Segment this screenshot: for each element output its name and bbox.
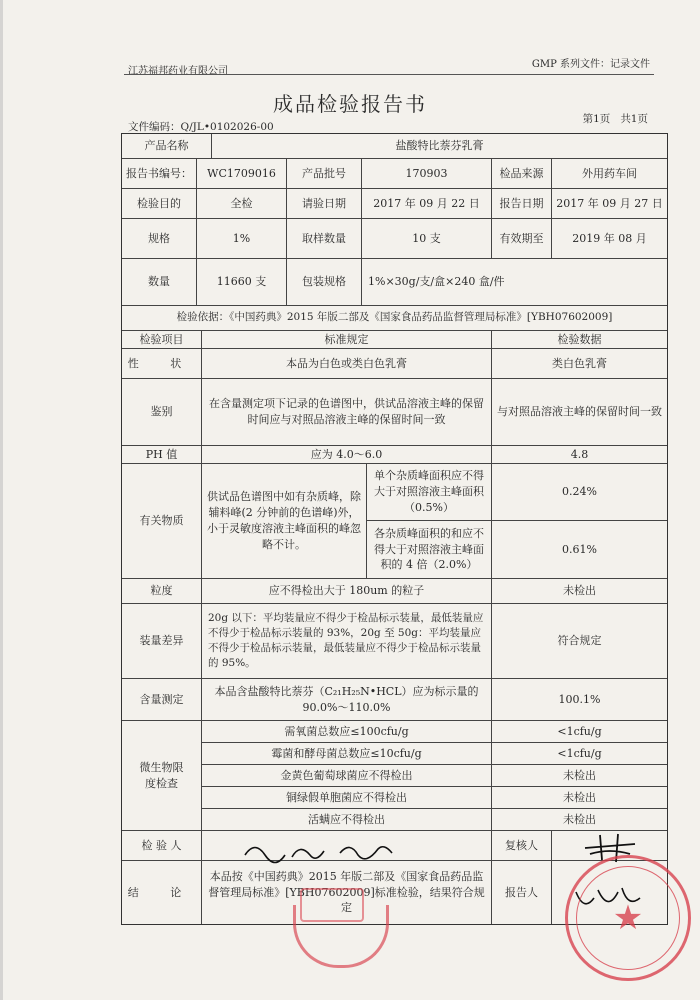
- micro-label: 微生物限度检查: [122, 721, 202, 831]
- ph-standard: 应为 4.0～6.0: [202, 446, 492, 464]
- particle-data: 未检出: [492, 579, 667, 604]
- source: 外用药车间: [552, 159, 667, 189]
- identity-data: 与对照品溶液主峰的保留时间一致: [492, 379, 667, 446]
- header-rule: [124, 74, 654, 75]
- expiry: 2019 年 08 月: [552, 219, 667, 259]
- related-sub-single: 单个杂质峰面积应不得大于对照溶液主峰面积（0.5%）: [367, 464, 492, 521]
- micro-staph-data: 未检出: [492, 765, 667, 787]
- sample: 10 支: [362, 219, 492, 259]
- batch-number: 170903: [362, 159, 492, 189]
- batch-label: 产品批号: [287, 159, 362, 189]
- micro-mites-data: 未检出: [492, 809, 667, 831]
- qty-label: 数量: [122, 259, 197, 306]
- appearance-standard: 本品为白色或类白色乳膏: [202, 349, 492, 379]
- micro-pseudomonas-standard: 铜绿假单胞菌应不得检出: [202, 787, 492, 809]
- micro-mites-standard: 活螨应不得检出: [202, 809, 492, 831]
- micro-aerobic-standard: 需氧菌总数应≤100cfu/g: [202, 721, 492, 743]
- qc-stamp-partial: [293, 905, 389, 968]
- reporter-label: 报告人: [492, 861, 552, 924]
- purpose-label: 检验目的: [122, 189, 197, 219]
- seal-star-icon: ★: [612, 898, 644, 938]
- assay-label: 含量测定: [122, 679, 202, 721]
- report-no-label: 报告书编号：: [122, 159, 197, 189]
- document-title: 成品检验报告书: [273, 92, 427, 116]
- fill-standard: 20g 以下：平均装量应不得少于检品标示装量，最低装量应不得少于检品标示装量的 93%，20g 至 50g：平均装量应不得少于检品标示装量，最低装量应不得少于检品标示装量的 95%。: [202, 604, 492, 679]
- inspector-label: 检 验 人: [122, 831, 202, 861]
- purpose: 全检: [197, 189, 287, 219]
- product-name: 盐酸特比萘芬乳膏: [212, 134, 667, 159]
- related-sub-total: 各杂质峰面积的和应不得大于对照溶液主峰面积的 4 倍（2.0%）: [367, 521, 492, 579]
- scan-edge: [0, 0, 3, 1000]
- particle-label: 粒度: [122, 579, 202, 604]
- identity-label: 鉴别: [122, 379, 202, 446]
- request-date: 2017 年 09 月 22 日: [362, 189, 492, 219]
- reviewer-label: 复核人: [492, 831, 552, 861]
- pack-spec: 1%×30g/支/盒×240 盒/件: [362, 259, 667, 306]
- spec: 1%: [197, 219, 287, 259]
- inspector-signatures: [240, 835, 410, 867]
- expiry-label: 有效期至: [492, 219, 552, 259]
- micro-staph-standard: 金黄色葡萄球菌应不得检出: [202, 765, 492, 787]
- micro-aerobic-data: <1cfu/g: [492, 721, 667, 743]
- conclusion-label: 结 论: [122, 861, 202, 924]
- company-seal: [565, 855, 691, 981]
- col-item: 检验项目: [122, 331, 202, 349]
- fill-data: 符合规定: [492, 604, 667, 679]
- ph-label: PH 值: [122, 446, 202, 464]
- report-no: WC1709016: [197, 159, 287, 189]
- report-table: [121, 133, 668, 925]
- related-label: 有关物质: [122, 464, 202, 579]
- related-standard: 供试品色谱图中如有杂质峰，除辅料峰(2 分钟前的色谱峰)外，小于灵敏度溶液主峰面积的峰忽略不计。: [202, 464, 367, 579]
- conclusion-text: 本品按《中国药典》2015 年版二部及《国家食品药品监督管理局标准》[YBH07602009]标准检验，结果符合规定: [202, 861, 492, 924]
- page-number: [573, 111, 648, 126]
- particle-standard: 应不得检出大于 180um 的粒子: [202, 579, 492, 604]
- micro-mold-data: <1cfu/g: [492, 743, 667, 765]
- assay-standard: 本品含盐酸特比萘芬（C₂₁H₂₅N•HCL）应为标示量的 90.0%～110.0%: [202, 679, 492, 721]
- related-data-single: 0.24%: [492, 464, 667, 521]
- page-total: 共1页: [620, 113, 648, 125]
- source-label: 检品来源: [492, 159, 552, 189]
- pack-label: 包装规格: [287, 259, 362, 306]
- micro-mold-standard: 霉菌和酵母菌总数应≤10cfu/g: [202, 743, 492, 765]
- product-name-label: 产品名称: [122, 134, 212, 159]
- company-name: 江苏福邦药业有限公司: [128, 66, 228, 77]
- ph-data: 4.8: [492, 446, 667, 464]
- appearance-data: 类白色乳膏: [492, 349, 667, 379]
- qty: 11660 支: [197, 259, 287, 306]
- report-date-label: 报告日期: [492, 189, 552, 219]
- related-data-total: 0.61%: [492, 521, 667, 579]
- micro-pseudomonas-data: 未检出: [492, 787, 667, 809]
- appearance-label: 性 状: [122, 349, 202, 379]
- report-date: 2017 年 09 月 27 日: [552, 189, 667, 219]
- inspection-basis: 检验依据：《中国药典》2015 年版二部及《国家食品药品监督管理局标准》[YBH07602009]: [122, 306, 667, 331]
- file-number: 文件编码：Q/JL•0102026-00: [128, 121, 274, 133]
- fill-label: 装量差异: [122, 604, 202, 679]
- request-date-label: 请验日期: [287, 189, 362, 219]
- sample-label: 取样数量: [287, 219, 362, 259]
- identity-standard: 在含量测定项下记录的色谱图中，供试品溶液主峰的保留时间应与对照品溶液主峰的保留时间一致: [202, 379, 492, 446]
- assay-data: 100.1%: [492, 679, 667, 721]
- gmp-label: GMP 系列文件：记录文件: [531, 59, 650, 70]
- col-data: 检验数据: [492, 331, 667, 349]
- col-standard: 标准规定: [202, 331, 492, 349]
- spec-label: 规格: [122, 219, 197, 259]
- page-current: 第1页: [582, 113, 611, 125]
